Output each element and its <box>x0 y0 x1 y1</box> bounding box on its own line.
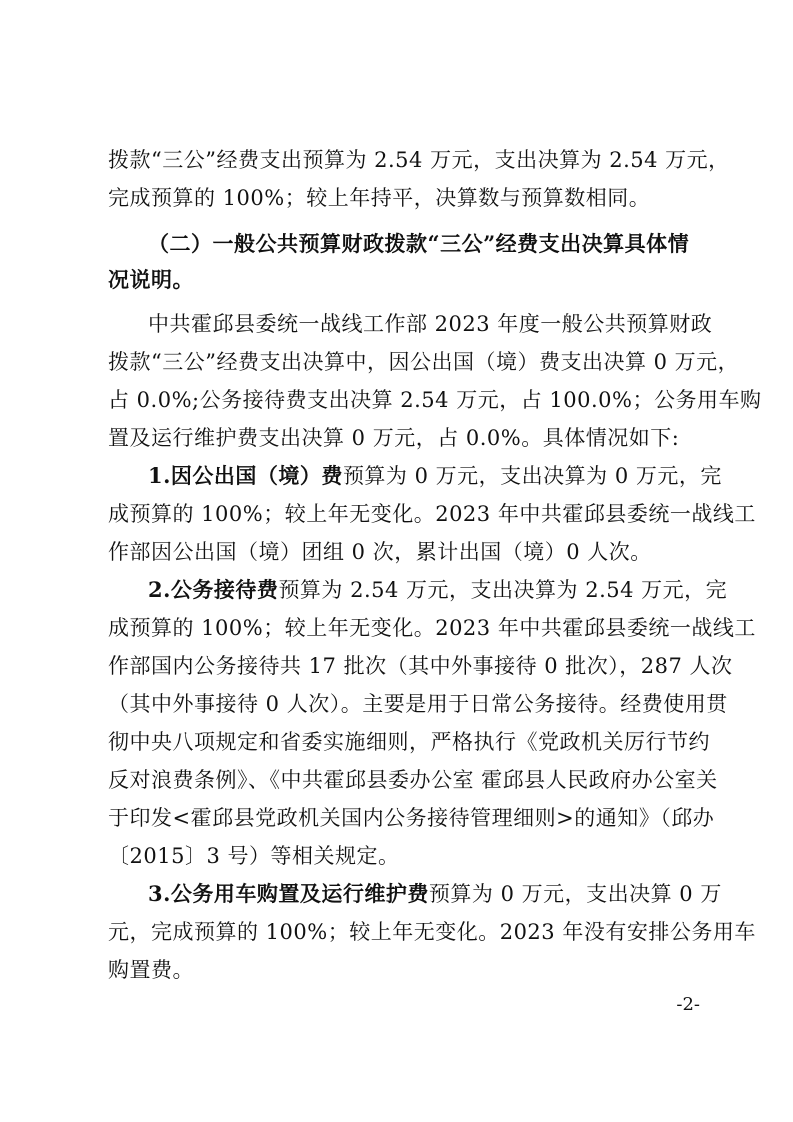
body-text-line: 置及运行维护费支出决算 0 万元，占 0.0%。具体情况如下: <box>108 426 680 450</box>
item-1-first-line: 1.因公出国（境）费预算为 0 万元，支出决算为 0 万元，完 <box>148 463 722 488</box>
body-text-line: 元，完成预算的 100%；较上年无变化。2023 年没有安排公务用车 <box>108 920 756 944</box>
body-text-line: （其中外事接待 0 人次）。主要是用于日常公务接待。经费使用贯 <box>108 692 728 716</box>
item-2-first-line: 2.公务接待费预算为 2.54 万元，支出决算为 2.54 万元，完 <box>148 577 728 602</box>
body-text-line: 于印发<霍邱县党政机关国内公务接待管理细则>的通知》（邱办 <box>108 806 715 830</box>
body-text-line: 拨款“三公”经费支出预算为 2.54 万元，支出决算为 2.54 万元， <box>108 148 730 172</box>
section-heading: （二）一般公共预算财政拨款“三公”经费支出决算具体情 <box>148 231 690 256</box>
body-text-line: 成预算的 100%；较上年无变化。2023 年中共霍邱县委统一战线工 <box>108 616 756 640</box>
body-text-line: 中共霍邱县委统一战线工作部 2023 年度一般公共预算财政 <box>148 312 713 336</box>
body-text-line: 拨款“三公”经费支出决算中，因公出国（境）费支出决算 0 万元， <box>108 350 740 374</box>
item-3-first-line: 3.公务用车购置及运行维护费预算为 0 万元，支出决算 0 万 <box>148 881 722 906</box>
item-1-heading: 1.因公出国（境）费 <box>148 463 343 488</box>
body-text-line: 占 0.0%;公务接待费支出决算 2.54 万元，占 100.0%；公务用车购 <box>108 388 762 412</box>
section-heading-continued: 况说明。 <box>108 267 194 292</box>
item-3-heading: 3.公务用车购置及运行维护费 <box>148 881 429 906</box>
body-text-line: 反对浪费条例》、《中共霍邱县委办公室 霍邱县人民政府办公室关 <box>108 768 718 792</box>
body-text-line: 彻中央八项规定和省委实施细则，严格执行《党政机关厉行节约 <box>108 730 710 754</box>
body-text-line: 作部因公出国（境）团组 0 次，累计出国（境）0 人次。 <box>108 540 652 564</box>
body-text-line: 购置费。 <box>108 958 194 982</box>
body-text-line: 作部国内公务接待共 17 批次（其中外事接待 0 批次），287 人次 <box>108 654 733 678</box>
page-number: -2- <box>676 994 700 1015</box>
item-2-heading: 2.公务接待费 <box>148 577 279 602</box>
body-text-line: 成预算的 100%；较上年无变化。2023 年中共霍邱县委统一战线工 <box>108 502 756 526</box>
body-text-line: 完成预算的 100%；较上年持平，决算数与预算数相同。 <box>108 186 651 210</box>
body-text-line: 〔2015〕3 号）等相关规定。 <box>108 844 400 868</box>
